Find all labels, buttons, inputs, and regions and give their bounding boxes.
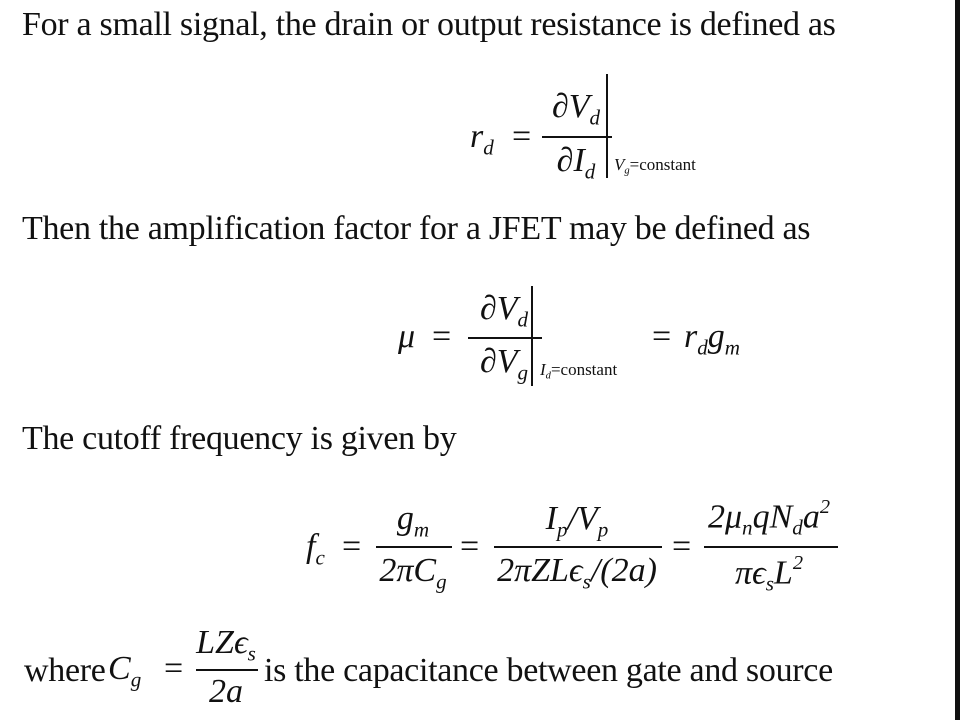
eq1-cond-rest: =constant [629,155,696,174]
eq2-rhs-g-sub: m [724,335,741,360]
eq3-f3-fraction-line [704,546,838,548]
eq1-numerator: ∂V [551,88,590,125]
eq4-var: C [108,650,131,687]
eq2-rhs-g: g [707,318,725,355]
eq3-f1-num-sub: m [413,517,430,542]
eq3-f1-den-sub: g [436,569,447,594]
eq3-equals-b: = [460,528,480,565]
eq3-f1-denominator: 2πC [379,552,437,589]
eq3-f2-num-slash: /V [567,500,598,537]
eq1-denominator: ∂I [556,142,585,179]
eq3-lhs-sub: c [315,545,325,570]
eq3-f3-den-a: πϵ [734,554,766,592]
eq3-f3-den-b: L [773,554,793,592]
eq4-num-sub: s [247,641,256,666]
para4-prefix: where [24,652,106,689]
eq2-den-sub: g [517,360,529,385]
eq2-evaluation-bar [531,286,533,386]
eq3-equals-c: = [672,528,692,565]
eq2-cond-rest: =constant [550,360,618,379]
eq3-f1-numerator: g [396,500,414,537]
eq3-f3-num-a-sub: n [742,515,753,540]
eq3-f3-num-b-sub: d [792,515,803,540]
eq4-numerator: LZϵ [196,624,248,661]
eq2-num-sub: d [517,307,529,332]
eq2-denominator: ∂V [479,343,518,380]
eq3-f3-den-a-sub: s [765,571,774,596]
eq3-f2-num-a: I [545,500,557,537]
eq3-f3-num-c: a [802,498,820,536]
eq3-f3-num-c-sup: 2 [819,496,831,518]
eq1-num-sub: d [589,105,601,130]
eq2-cond-sub: d [545,370,551,382]
eq1-fraction-line [542,136,612,138]
eq4-equals: = [164,650,184,687]
paragraph-cutoff-frequency: The cutoff frequency is given by [22,420,457,457]
eq3-lhs: f [306,528,316,565]
page-edge-border [955,0,960,720]
eq1-evaluation-bar [606,74,608,178]
eq1-lhs-sub: d [483,135,494,160]
eq2-cond-var: I [540,360,546,379]
eq3-equals-a: = [342,528,362,565]
eq3-f3-num-b: qN [752,498,793,536]
eq2-equals: = [432,318,452,355]
eq1-cond-sub: g [624,165,630,177]
eq2-rhs-r-sub: d [697,335,708,360]
eq3-f1-fraction-line [376,546,452,548]
paragraph-drain-resistance: For a small signal, the drain or output resistance is defined as [22,6,836,43]
eq3-f2-num-b-sub: p [597,517,609,542]
eq2-lhs: μ [398,318,416,355]
eq2-rhs-r: r [684,318,698,355]
eq3-f2-den-a-sub: s [582,569,591,594]
paragraph-amplification-factor: Then the amplification factor for a JFET may be defined as [22,210,811,247]
eq3-f2-fraction-line [494,546,662,548]
eq4-denominator: 2a [209,673,243,710]
eq1-cond-var: V [614,155,625,174]
eq3-f2-den-a: 2πZLϵ [497,552,583,589]
eq3-f2-den-b: /(2a) [590,552,657,589]
eq4-var-sub: g [130,667,142,692]
eq3-f2-num-a-sub: p [557,517,568,542]
eq2-rhs-equals: = [652,318,672,355]
eq4-fraction-line [196,669,258,671]
eq1-lhs: r [470,118,484,155]
eq3-f3-den-b-sup: 2 [792,552,804,574]
eq3-f3-num-a: 2μ [707,498,743,536]
para4-suffix: is the capacitance between gate and source [264,652,833,689]
eq1-den-sub: d [584,159,596,184]
eq1-equals: = [512,118,532,155]
eq2-numerator: ∂V [479,290,518,327]
